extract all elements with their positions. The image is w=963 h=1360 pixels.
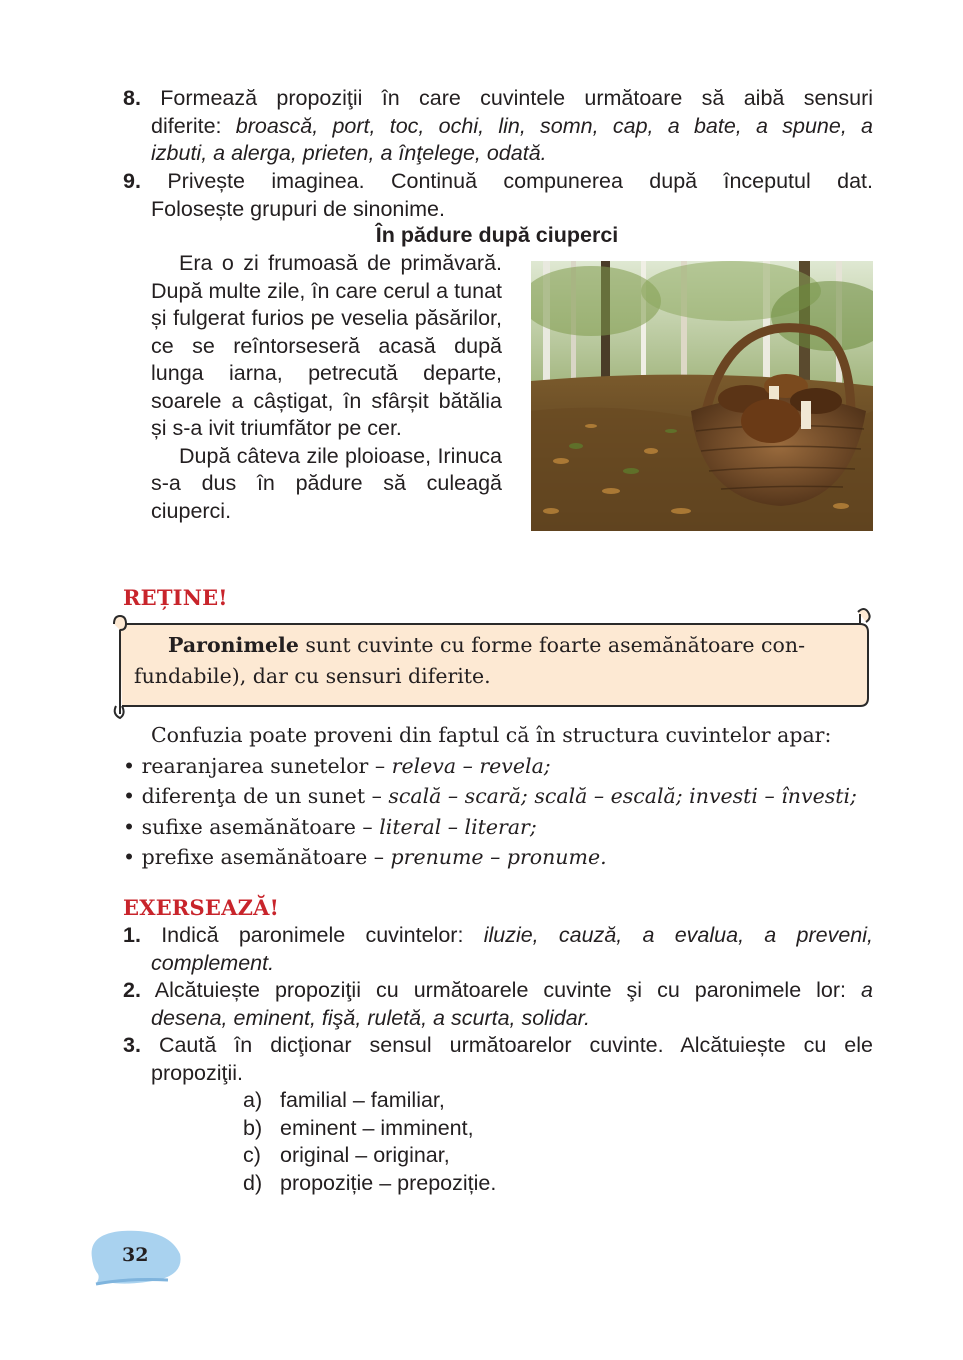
- confusion-intro: Confuzia poate proveni din faptul că în structura cuvintelor apar:: [151, 723, 832, 747]
- exercise-text: propoziţii.: [151, 1060, 244, 1085]
- exercise-text: Formează propoziţii în care cuvintele următoare să aibă sensuri: [160, 86, 874, 110]
- list-item: [123, 842, 875, 873]
- word-pairs-list: [243, 1087, 496, 1197]
- word-list: a: [861, 978, 873, 1002]
- story-paragraph: Era o zi frumoasă de primăvară. După multe zile, în care cerul a tunat și fulgerat furios pe veselia păsărilor, ce se reîntorseseră acasă după lunga iarna, petrecută departe, soarele a câștigat, în sfârșit bătălia și s-a ivit triumfător pe cer.: [151, 251, 502, 440]
- item-label: • sufixe asemănătoare –: [123, 814, 380, 839]
- item-letter: b): [243, 1115, 263, 1140]
- word-list: broască, port, toc, ochi, lin, somn, cap, a bate, a spune, a: [235, 113, 874, 138]
- story-paragraph: După câteva zile ploioase, Irinuca s-a dus în pădure să culeagă ciuperci.: [151, 443, 502, 523]
- item-example: releva – revela;: [391, 753, 551, 778]
- list-item: [243, 1087, 496, 1115]
- list-item: [123, 751, 875, 782]
- exercise-8: [123, 85, 873, 168]
- forest-basket-photo: [531, 261, 873, 531]
- exercise-9: [123, 168, 873, 223]
- exercise-text: Caută în dicţionar sensul următoarelor cuvinte. Alcătuiește cu ele: [158, 1033, 873, 1057]
- exercise-text: Privește imaginea. Continuă compunerea după începutul dat.: [167, 169, 873, 193]
- retine-heading: REȚINE!: [123, 585, 228, 610]
- item-letter: d): [243, 1170, 263, 1195]
- item-text: familial – familiar,: [280, 1088, 445, 1112]
- item-text: eminent – imminent,: [280, 1115, 474, 1140]
- definition-line: sunt cuvinte cu forme foarte asemănătoare con-: [298, 633, 806, 657]
- exercise-1: [123, 922, 873, 977]
- exercise-3: [123, 1032, 873, 1087]
- item-label: • prefixe asemănătoare –: [123, 845, 391, 869]
- exercise-number: 9.: [123, 169, 141, 193]
- item-label: • rearanjarea sunetelor –: [123, 753, 392, 778]
- exercise-text: Indică paronimele cuvintelor:: [161, 923, 484, 947]
- list-item: [123, 812, 875, 843]
- exercise-number: 8.: [123, 86, 141, 110]
- list-item: [243, 1142, 496, 1170]
- item-example: scală – scară; scală – escală; investi – învesti;: [388, 784, 857, 808]
- exercise-number: 2.: [123, 978, 141, 1002]
- item-example: literal – literar;: [379, 814, 537, 839]
- word-list: desena, eminent, fişă, ruletă, a scurta, solidar.: [151, 1005, 590, 1030]
- word-list: iluzie, cauză, a evalua, a preveni,: [483, 923, 873, 947]
- exercise-number: 1.: [123, 923, 141, 947]
- list-item: [243, 1115, 496, 1143]
- item-letter: c): [243, 1143, 261, 1167]
- word-list: izbuti, a alerga, prieten, a înţelege, odată.: [151, 141, 547, 165]
- exercise-text: diferite:: [151, 113, 236, 138]
- story-title: În pădure după ciuperci: [375, 223, 619, 247]
- exercise-number: 3.: [123, 1033, 141, 1057]
- word-list: complement.: [151, 950, 275, 975]
- item-text: original – originar,: [280, 1143, 450, 1167]
- item-letter: a): [243, 1088, 263, 1112]
- story-text: [151, 250, 502, 525]
- item-label: • diferenţa de un sunet –: [123, 784, 389, 808]
- item-example: prenume – pronume.: [390, 845, 607, 869]
- exerseaza-heading: EXERSEAZĂ!: [123, 895, 280, 920]
- definition-term: Paronimele: [168, 633, 299, 657]
- exercise-text: Alcătuiește propoziţii cu următoarele cuvinte şi cu paronimele lor:: [154, 978, 862, 1002]
- exercise-2: [123, 977, 873, 1032]
- definition-text: [134, 630, 854, 692]
- list-item: [243, 1170, 496, 1198]
- definition-line: fundabile), dar cu sensuri diferite.: [134, 664, 491, 688]
- exercise-text: Folosește grupuri de sinonime.: [151, 196, 445, 221]
- list-item: [123, 781, 875, 812]
- item-text: propoziție – prepoziție.: [280, 1170, 497, 1195]
- page-number: 32: [122, 1244, 149, 1266]
- confusion-list: [123, 720, 875, 873]
